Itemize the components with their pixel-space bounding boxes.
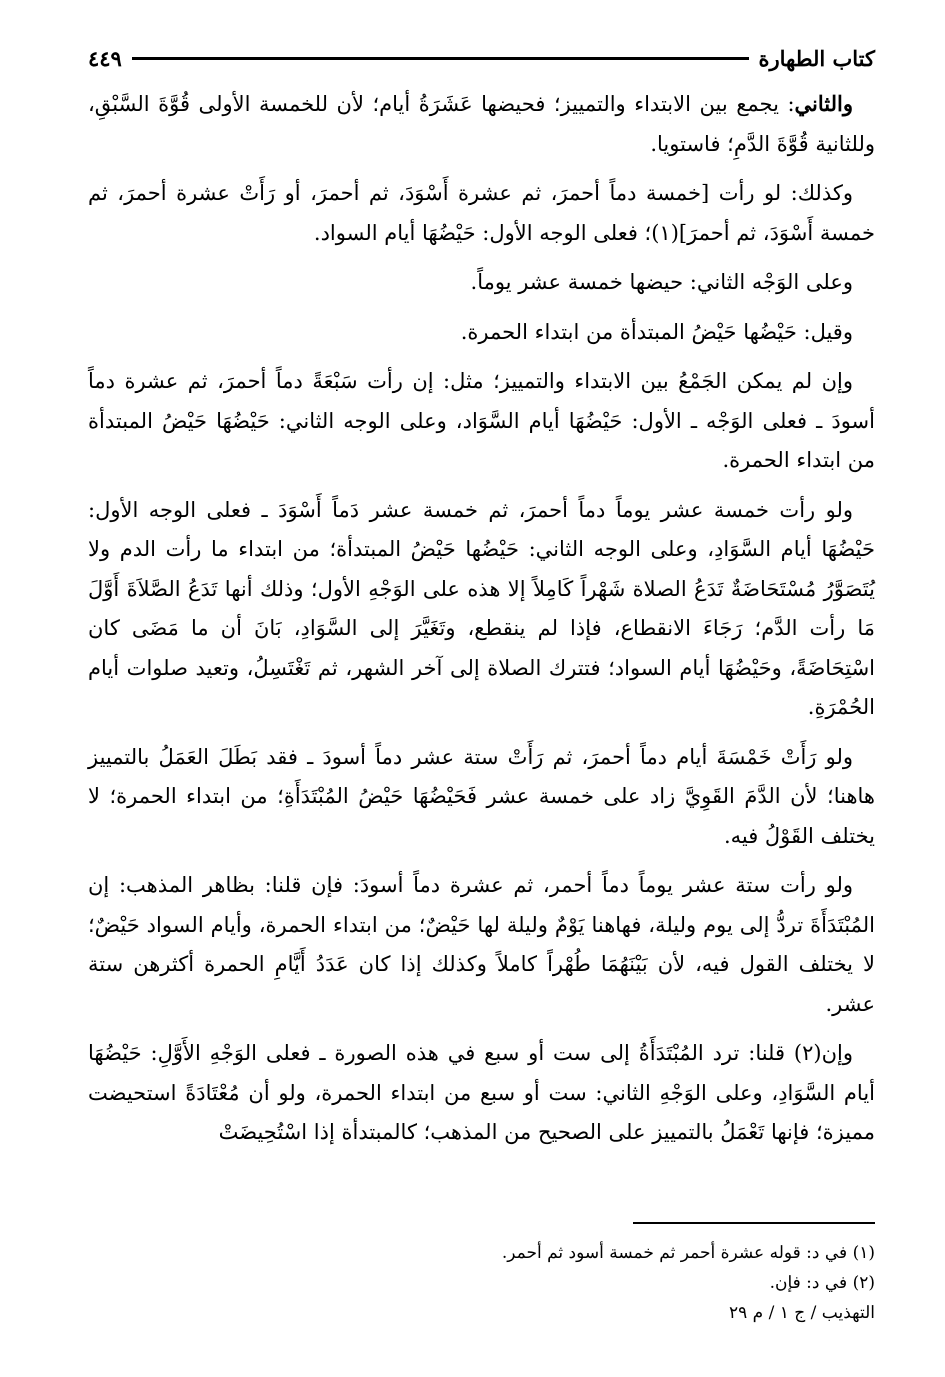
paragraph [88, 174, 875, 253]
main-text [88, 84, 875, 1153]
paragraph [88, 738, 875, 857]
paragraph [88, 263, 875, 303]
footnote: (١) في د: قوله عشرة أحمر ثم خمسة أسود ثم أحمر. [501, 1243, 875, 1263]
footnote-separator [633, 1222, 875, 1224]
paragraph-text: : يجمع بين الابتداء والتمييز؛ فحيضها عَشَرَةُ أيام؛ لأن للخمسة الأولى قُوَّةَ السَّبْقِ، وللثانية قُوَّةَ الدَّمِ؛ فاستويا. [88, 92, 875, 156]
paragraph [88, 84, 875, 164]
paragraph-text: وكذلك: لو رأت [خمسة دماً أحمرَ، ثم عشرة أَسْوَدَ، ثم أحمرَ، أو رَأَتْ عشرة أحمرَ، ثم خمسة أَسْوَدَ، ثم أحمرَ](١)؛ فعلى الوجه الأول: حَيْضُهَا أيام السواد. [88, 181, 875, 245]
paragraph-lead: والثاني [794, 91, 853, 116]
paragraph-text: ولو رأت ستة عشر يوماً دماً أحمر، ثم عشرة دماً أسودَ: فإن قلنا: بظاهر المذهب: إن المُبْتَدَأَةَ تردُّ إلى يوم وليلة، فهاهنا يَوْمٌ وليلة لها حَيْضٌ؛ من ابتداء الحمرة، وأيام السواد حَيْضٌ؛ لا يختلف القول فيه، لأن بَيْنَهُمَا طُهْراً كاملاً وكذلك إذا كان عَدَدُ أَيَّامِ الحمرة أكثرهن ستة عشر. [88, 873, 876, 1016]
paragraph-text: وعلى الوَجْه الثاني: حيضها خمسة عشر يوماً. [470, 270, 853, 294]
paragraph-text: وقيل: حَيْضُها حَيْضُ المبتدأة من ابتداء الحمرة. [460, 319, 853, 344]
printer-signature: التهذيب / ج ١ / م ٢٩ [728, 1303, 875, 1323]
paragraph [88, 491, 875, 728]
footnote: (٢) في د: فإن. [769, 1273, 875, 1293]
header-rule [132, 57, 749, 60]
paragraph [88, 1034, 875, 1153]
paragraph [88, 313, 875, 353]
footnotes [88, 1238, 875, 1298]
paragraph-text: وإن(٢) قلنا: ترد المُبْتَدَأَةُ إلى ست أو سبع في هذه الصورة ـ فعلى الوَجْهِ الأَوَّلِ: حَيْضُهَا أيام السَّوَادِ، وعلى الوَجْهِ الثاني: ست أو سبع من ابتداء الحمرة، ولو أن مُعْتَادَةً استحيضت مميزة؛ فإنها تَعْمَلُ بالتمييز على الصحيح من المذهب؛ كالمبتدأة إذا اسْتُحِيضَتْ [88, 1041, 875, 1144]
paragraph [88, 866, 875, 1024]
paragraph-text: ولو رأت خمسة عشر يوماً دماً أحمرَ، ثم خمسة عشر دَماً أَسْوَدَ ـ فعلى الوجه الأول: حَيْضُهَا أيام السَّوَادِ، وعلى الوجه الثاني: حَيْضُها حَيْضُ المبتدأة؛ من ابتداء ما رأت الدم ولا يُتَصَوَّرُ مُسْتَحَاضَةٌ تَدَعُ الصلاة شَهْراً كَامِلاً إلا هذه على الوَجْهِ الأول؛ وذلك أنها تَدَعُ الصَّلاَةَ أَوَّلَ مَا رأت الدَّم؛ رَجَاءَ الانقطاع، فإذا لم ينقطع، وتَغَيَّرَ إلى السَّوَادِ، بَانَ أن ما مَضَى كان اسْتِحَاضَةً، وحَيْضُهَا أيام السواد؛ فتترك الصلاة إلى آخر الشهر، ثم تَغْتَسِلُ، وتعيد صلوات أيام الحُمْرَةِ. [88, 497, 875, 719]
running-header [88, 38, 875, 78]
running-head-title: كتاب الطهارة [758, 45, 875, 71]
paragraph-text: ولو رَأَتْ خَمْسَةَ أيام دماً أحمرَ، ثم رَأَتْ ستة عشر دماً أسودَ ـ فقد بَطَلَ العَمَلُ بالتمييز هاهنا؛ لأن الدَّمَ القَوِيَّ زاد على خمسة عشر فَحَيْضُهَا حَيْضُ المُبْتَدَأَةِ؛ من ابتداء الحمرة؛ لا يختلف القَوْلُ فيه. [88, 744, 875, 848]
paragraph [88, 362, 875, 481]
page-number: ٤٤٩ [88, 45, 122, 71]
paragraph-text: وإن لم يمكن الجَمْعُ بين الابتداء والتمييز؛ مثل: إن رأت سَبْعَةً دماً أحمرَ، ثم عشرة دماً أسودَ ـ فعلى الوَجْه ـ الأول: حَيْضُهَا أيام السَّوَاد، وعلى الوجه الثاني: حَيْضُهَا حَيْضُ المبتدأة من ابتداء الحمرة. [88, 369, 875, 472]
